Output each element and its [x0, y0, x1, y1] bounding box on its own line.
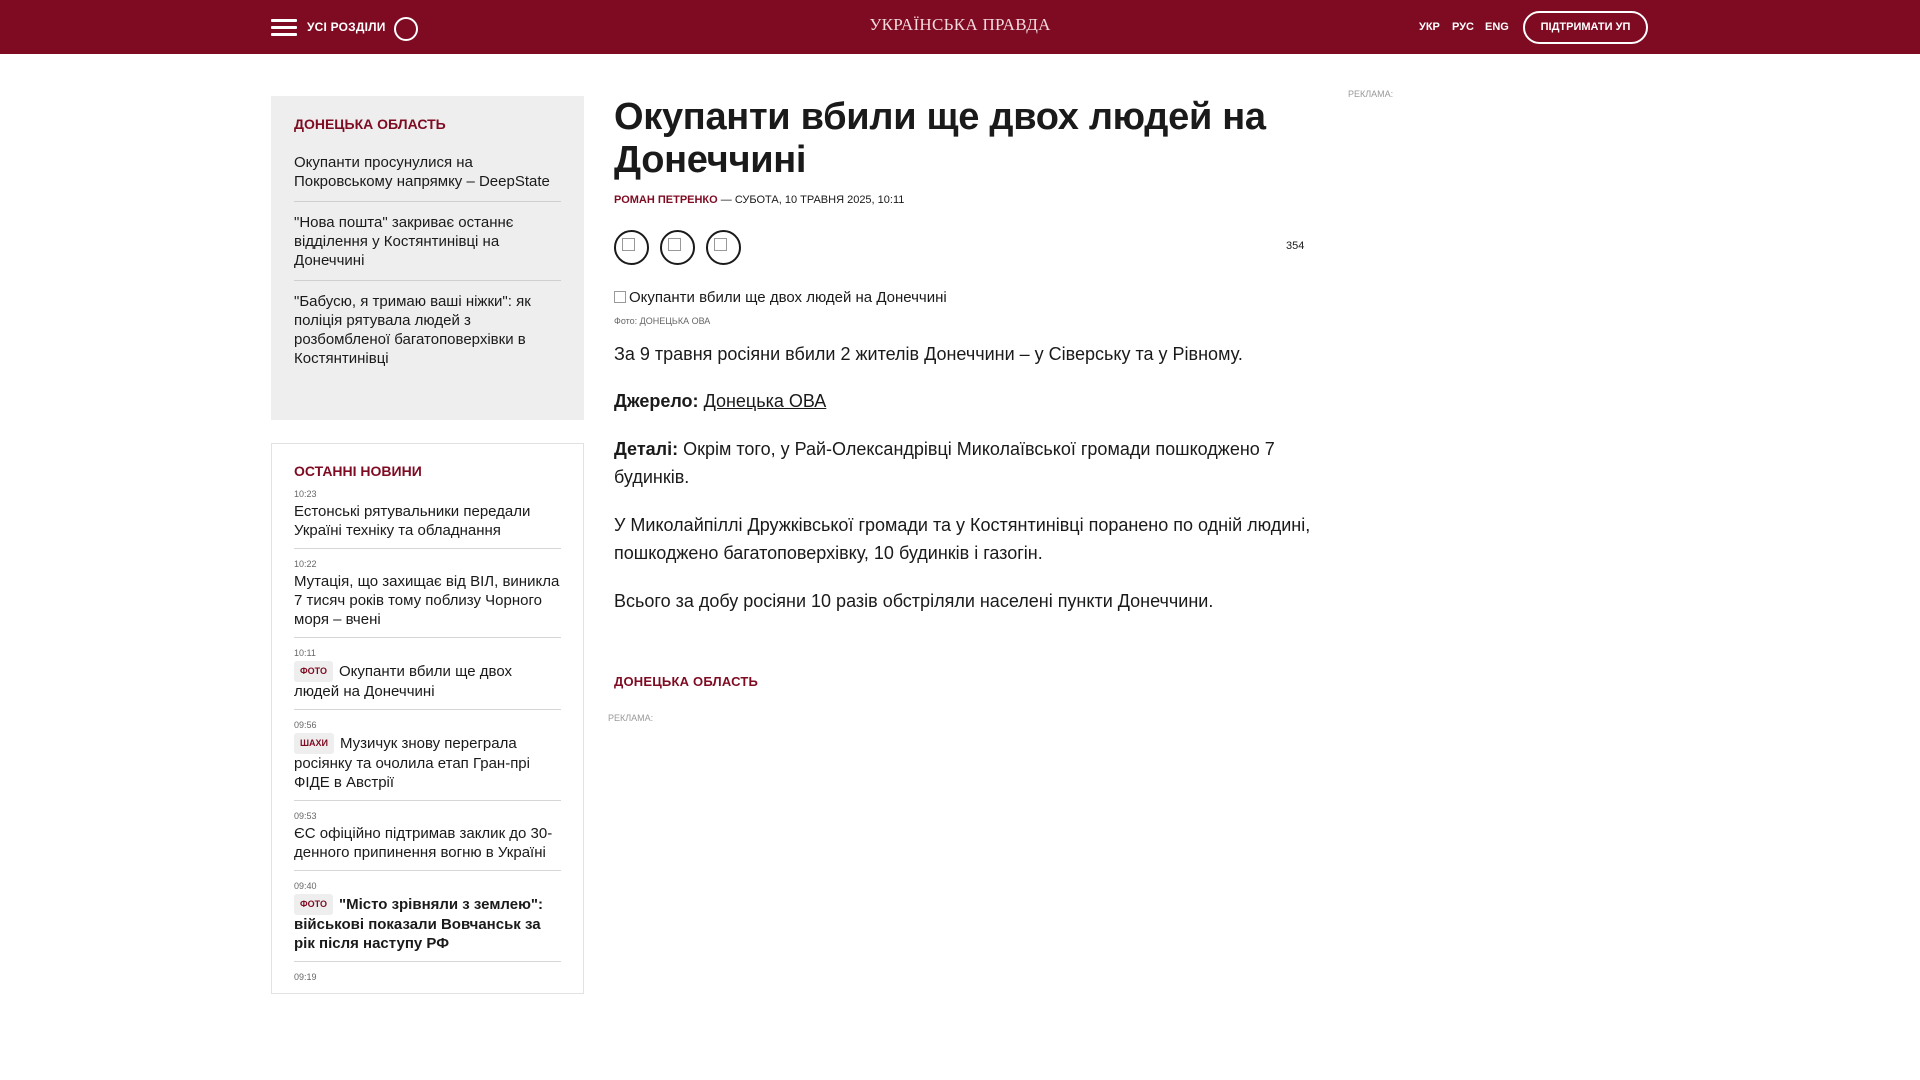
- article-source: [614, 387, 1314, 415]
- details-label: Деталі:: [614, 439, 679, 459]
- news-headline[interactable]: [294, 661, 561, 701]
- latest-news-item[interactable]: [294, 485, 561, 549]
- region-news-item[interactable]: "Нова пошта" закриває останнє відділення у Костянтинівці на Донеччині: [294, 208, 561, 281]
- latest-news-item[interactable]: [294, 968, 561, 994]
- all-sections-link[interactable]: УСІ РОЗДІЛИ: [307, 20, 386, 34]
- news-headline-text: Окупанти вбили ще двох людей на Донеччині: [294, 663, 513, 700]
- article-paragraph: Всього за добу росіяни 10 разів обстріляли населені пункти Донеччини.: [614, 591, 1214, 611]
- publish-date: — СУБОТА, 10 ТРАВНЯ 2025, 10:11: [717, 194, 905, 206]
- news-headline[interactable]: [294, 502, 561, 540]
- news-time: 09:40: [294, 881, 317, 891]
- news-headline[interactable]: [294, 733, 561, 792]
- article-title: Окупанти вбили ще двох людей на Донеччині: [614, 96, 1266, 181]
- language-eng-link[interactable]: ENG: [1485, 21, 1509, 33]
- news-tag-badge: ФОТО: [294, 661, 333, 682]
- hamburger-menu-icon[interactable]: [271, 19, 297, 37]
- support-button[interactable]: ПІДТРИМАТИ УП: [1523, 11, 1648, 44]
- author-link[interactable]: РОМАН ПЕТРЕНКО: [614, 194, 718, 206]
- top-navigation-bar: [0, 0, 1920, 54]
- ad-label: РЕКЛАМА:: [1348, 89, 1394, 99]
- news-time: 09:56: [294, 720, 317, 730]
- news-headline[interactable]: [294, 894, 561, 953]
- views-count: 354: [1286, 240, 1305, 252]
- latest-news-box: [271, 443, 584, 994]
- language-rus-link[interactable]: РУС: [1452, 21, 1474, 33]
- latest-news-item[interactable]: [294, 716, 561, 801]
- source-link[interactable]: Донецька ОВА: [703, 391, 827, 411]
- article-byline: [614, 194, 904, 206]
- news-time: 09:19: [294, 972, 317, 982]
- search-icon[interactable]: [394, 17, 418, 41]
- news-time: 09:53: [294, 811, 317, 821]
- news-headline-text: Мутація, що захищає від ВІЛ, виникла 7 тисяч років тому поблизу Чорного моря – вчені: [294, 573, 560, 628]
- twitter-share-icon[interactable]: [706, 230, 741, 265]
- news-headline-text: Музичук знову переграла росіянку та очолила етап Гран-прі ФІДЕ в Австрії: [294, 735, 530, 791]
- photo-alt-text: Окупанти вбили ще двох людей на Донеччині: [629, 289, 947, 306]
- latest-news-title[interactable]: ОСТАННІ НОВИНИ: [294, 463, 422, 479]
- news-headline[interactable]: [294, 572, 561, 629]
- article-paragraph: У Миколайпіллі Дружківської громади та у Костянтинівці поранено по одній людині, пошкоджено багатоповерхівку, 10 будинків і газогін.: [614, 515, 1311, 563]
- latest-news-item[interactable]: [294, 644, 561, 710]
- news-time: 10:22: [294, 559, 317, 569]
- news-tag-badge: ФОТО: [294, 894, 333, 915]
- telegram-share-icon[interactable]: [660, 230, 695, 265]
- latest-news-item[interactable]: [294, 555, 561, 638]
- region-news-box: [271, 96, 584, 420]
- latest-news-list: [294, 485, 561, 994]
- latest-news-item[interactable]: [294, 807, 561, 871]
- news-tag-badge: ШАХИ: [294, 733, 334, 754]
- news-headline-text: Естонські рятувальники передали Україні техніку та обладнання: [294, 503, 531, 539]
- region-news-item[interactable]: Окупанти просунулися на Покровському напрямку – DeepState: [294, 148, 561, 202]
- region-box-title[interactable]: ДОНЕЦЬКА ОБЛАСТЬ: [294, 116, 446, 132]
- details-text: Окрім того, у Рай-Олександрівці Миколаївської громади пошкоджено 7 будинків.: [614, 439, 1275, 487]
- region-news-item[interactable]: "Бабусю, я тримаю ваші ніжки": як поліція рятувала людей з розбомбленої багатоповерхівки в Костянтинівці: [294, 293, 531, 367]
- latest-news-item[interactable]: [294, 877, 561, 962]
- news-time: 10:23: [294, 489, 317, 499]
- news-headline-text: "Місто зрівняли з землею": військові показали Вовчанськ за рік після наступу РФ: [294, 896, 544, 952]
- facebook-share-icon[interactable]: [614, 230, 649, 265]
- site-logo[interactable]: УКРАЇНСЬКА ПРАВДА: [869, 15, 1051, 34]
- article-tag-link[interactable]: ДОНЕЦЬКА ОБЛАСТЬ: [614, 674, 759, 689]
- source-label: Джерело:: [614, 391, 699, 411]
- photo-caption: Фото: ДОНЕЦЬКА ОВА: [614, 316, 711, 326]
- language-ukr-link[interactable]: УКР: [1419, 21, 1440, 33]
- ad-label: РЕКЛАМА:: [608, 713, 654, 723]
- news-headline-text: ЄС офіційно підтримав заклик до 30-денного припинення вогню в Україні: [294, 825, 553, 861]
- news-time: 10:11: [294, 648, 316, 658]
- article-paragraph: За 9 травня росіяни вбили 2 жителів Донеччини – у Сіверську та у Рівному.: [614, 344, 1243, 364]
- article-photo: [614, 289, 947, 306]
- broken-image-icon: [614, 291, 626, 303]
- news-headline[interactable]: [294, 824, 561, 862]
- article-details: [614, 435, 1314, 491]
